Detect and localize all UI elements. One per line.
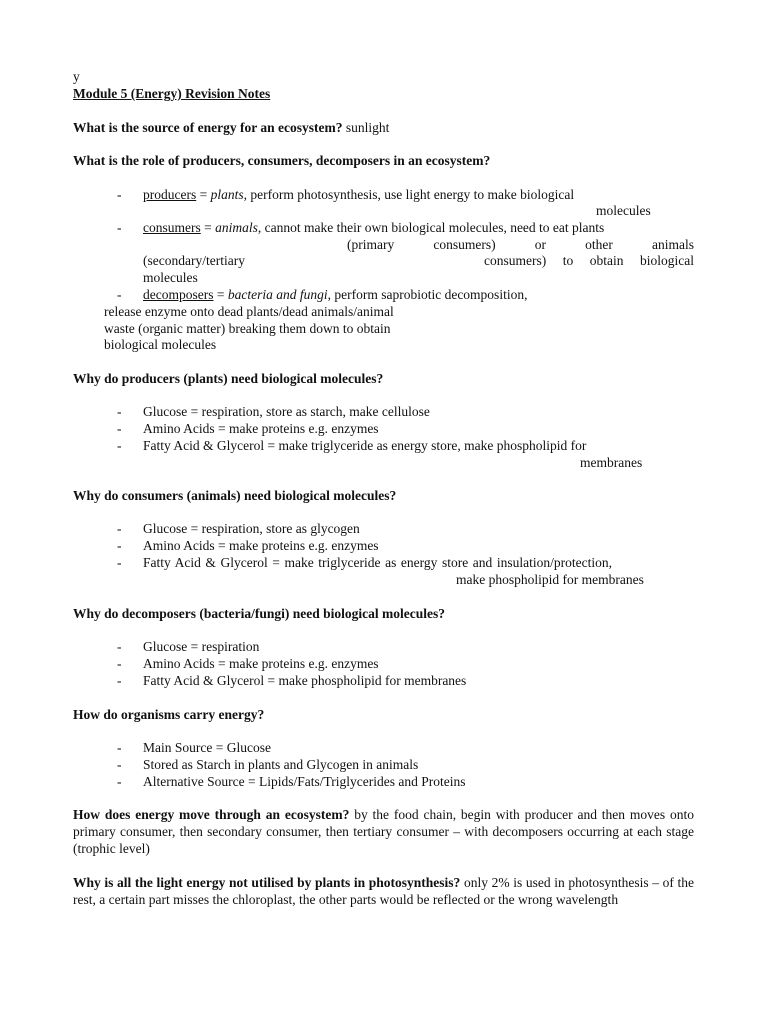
list-item-decomposers: decomposers = bacteria and fungi, perform saprobiotic decomposition, [143,287,528,302]
question-decomposers-molecules: Why do decomposers (bacteria/fungi) need biological molecules? [73,606,445,621]
list-item-consumers: consumers = animals, cannot make their own biological molecules, need to eat plants [143,220,605,235]
bullet-dash: - [117,287,122,302]
list-item: Glucose = respiration, store as starch, make cellulose [143,404,430,419]
term: decomposers [143,287,214,302]
bullet-dash: - [117,187,122,202]
bullet-dash: - [117,438,122,453]
bullet-dash: - [117,538,122,553]
question-consumers-molecules: Why do consumers (animals) need biological molecules? [73,488,397,503]
list-item: Fatty Acid & Glycerol = make phospholipid for membranes [143,673,467,688]
list-item: Amino Acids = make proteins e.g. enzymes [143,421,379,436]
list-item-continuation: release enzyme onto dead plants/dead animals/animal [104,304,394,319]
question-text: How does energy move through an ecosystem? [73,807,350,822]
question-carry-energy: How do organisms carry energy? [73,707,265,722]
bullet-dash: - [117,740,122,755]
answer-text: sunlight [345,120,390,135]
question-producers-molecules: Why do producers (plants) need biological molecules? [73,371,384,386]
stray-character: y [73,69,80,84]
answer-text: by the food chain, begin with producer and then moves onto primary consumer, then secondary consumer, then tertiary consumer – with decomposers occurring at each stage (trophic level) [73,807,694,856]
bullet-dash: - [117,656,122,671]
list-item: Amino Acids = make proteins e.g. enzymes [143,656,379,671]
list-item-continuation: (primary consumers) or other animals [347,237,694,252]
bullet-dash: - [117,673,122,688]
question-text: Why is all the light energy not utilised by plants in photosynthesis? [73,875,461,890]
list-item: Alternative Source = Lipids/Fats/Triglycerides and Proteins [143,774,466,789]
answer-text: only 2% is used in photosynthesis – of the rest, a certain part misses the chloroplast, the other parts would be reflected or the wrong wavelength [73,875,694,907]
list-item-continuation: waste (organic matter) breaking them down to obtain [104,321,391,336]
page-title: Module 5 (Energy) Revision Notes [73,86,271,101]
bullet-dash: - [117,757,122,772]
question-energy-source [73,120,389,137]
question-energy-movement [73,807,694,857]
bullet-dash: - [117,555,122,570]
list-item-continuation: (secondary/tertiary [143,253,245,268]
term: consumers [143,220,201,235]
list-item: Amino Acids = make proteins e.g. enzymes [143,538,379,553]
bullet-dash: - [117,421,122,436]
list-item: Main Source = Glucose [143,740,271,755]
list-item: Stored as Starch in plants and Glycogen in animals [143,757,419,772]
bullet-dash: - [117,220,122,235]
list-item: Fatty Acid & Glycerol = make triglyceride as energy store and insulation/protection, [143,555,612,570]
list-item-continuation: make phospholipid for membranes [456,572,644,587]
bullet-dash: - [117,521,122,536]
question-text: What is the source of energy for an ecosystem? [73,120,343,135]
list-item-continuation: molecules [596,203,651,218]
list-item-continuation: molecules [143,270,198,285]
list-item-producers: producers = plants, perform photosynthesis, use light energy to make biological [143,187,575,202]
list-item: Glucose = respiration [143,639,260,654]
bullet-dash: - [117,639,122,654]
term: producers [143,187,197,202]
list-item: Glucose = respiration, store as glycogen [143,521,360,536]
list-item: Fatty Acid & Glycerol = make triglyceride as energy store, make phospholipid for [143,438,587,453]
question-roles: What is the role of producers, consumers, decomposers in an ecosystem? [73,153,491,168]
bullet-dash: - [117,404,122,419]
bullet-dash: - [117,774,122,789]
list-item-continuation: biological molecules [104,337,217,352]
question-light-energy [73,875,694,909]
list-item-continuation: membranes [580,455,643,470]
list-item-continuation: consumers) to obtain biological [484,253,694,268]
